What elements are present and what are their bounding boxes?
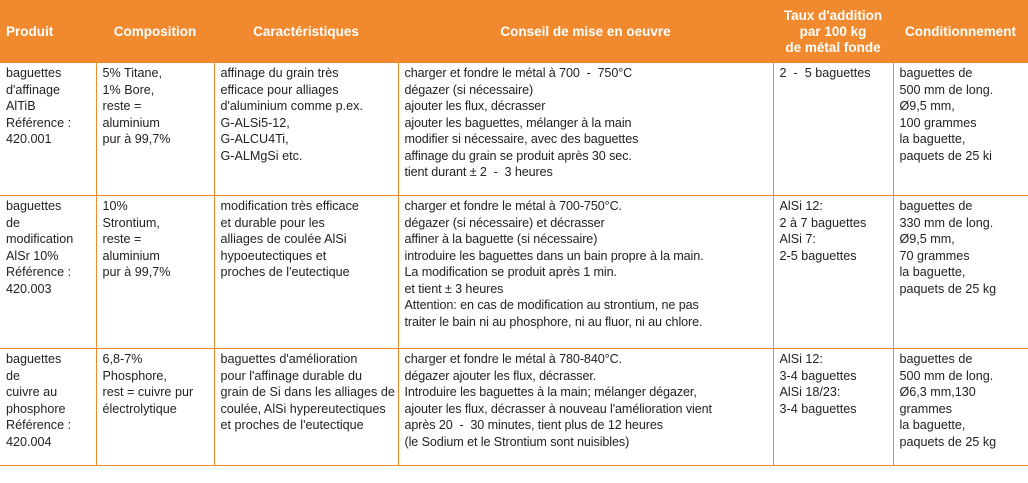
conditionnement-line: la baguette,	[899, 265, 966, 279]
taux-line: AlSi 18/23:	[779, 385, 841, 399]
conseil-line: introduire les baguettes dans un bain propre à la main.	[404, 248, 704, 263]
composition-line: 6,8-7%	[102, 352, 143, 366]
conditionnement-line: 500 mm de long.	[899, 368, 994, 383]
cell-caracteristiques	[214, 63, 398, 196]
header-produit: Produit	[0, 0, 96, 63]
produit-line: Référence :	[6, 265, 72, 279]
table-row	[0, 196, 1028, 349]
produit-line: baguettes	[6, 66, 62, 80]
taux-line: 2-5 baguettes	[779, 248, 857, 263]
conseil-line: dégazer (si nécessaire) et décrasser	[404, 215, 605, 230]
header-conseil: Conseil de mise en oeuvre	[398, 0, 773, 63]
caracteristiques-line: coulée, AlSi hypereutectiques	[220, 401, 386, 416]
composition-line: aluminium	[102, 115, 160, 130]
table-row	[0, 63, 1028, 196]
cell-produit	[0, 349, 96, 466]
caracteristiques-line: efficace pour alliages	[220, 82, 339, 97]
composition-line: 1% Bore,	[102, 82, 155, 97]
taux-line: 3-4 baguettes	[779, 401, 857, 416]
taux-line: AlSi 12:	[779, 352, 823, 366]
cell-conditionnement	[893, 63, 1028, 196]
conseil-line: Attention: en cas de modification au strontium, ne pas	[404, 298, 699, 312]
caracteristiques-line: baguettes d'amélioration	[220, 352, 358, 366]
produit-line: 420.004	[6, 434, 52, 449]
conseil-line: et tient ± 3 heures	[404, 281, 504, 296]
produit-line: modification	[6, 232, 74, 246]
produit-line: AlSr 10%	[6, 248, 59, 263]
caracteristiques-line: et proches de l'eutectique	[220, 418, 364, 432]
cell-conseil	[398, 63, 773, 196]
caracteristiques-line: G-ALSi5-12,	[220, 115, 290, 130]
composition-line: Phosphore,	[102, 368, 167, 383]
conseil-line: ajouter les flux, décrasser	[404, 99, 546, 113]
conseil-line: charger et fondre le métal à 780-840°C.	[404, 352, 622, 366]
taux-line: 2 - 5 baguettes	[779, 66, 871, 80]
produit-line: Référence :	[6, 115, 72, 130]
caracteristiques-line: hypoeutectiques et	[220, 248, 327, 263]
conditionnement-line: paquets de 25 kg	[899, 434, 997, 449]
caracteristiques-line: et durable pour les	[220, 215, 325, 230]
cell-produit	[0, 196, 96, 349]
conseil-line: Introduire les baguettes à la main; mélanger dégazer,	[404, 385, 697, 399]
header-taux-line: par 100 kg	[799, 23, 867, 39]
produit-line: Référence :	[6, 418, 72, 432]
conseil-line: après 20 - 30 minutes, tient plus de 12 heures	[404, 418, 663, 432]
composition-line: pur à 99,7%	[102, 132, 171, 146]
cell-conditionnement	[893, 349, 1028, 466]
caracteristiques-line: grain de Si dans les alliages de	[220, 385, 395, 399]
conditionnement-line: 70 grammes	[899, 248, 970, 263]
composition-line: reste =	[102, 232, 142, 246]
conditionnement-line: 100 grammes	[899, 115, 977, 130]
conseil-line: modifier si nécessaire, avec des baguettes	[404, 132, 639, 146]
conditionnement-line: baguettes de	[899, 66, 973, 80]
conditionnement-line: Ø9,5 mm,	[899, 232, 955, 246]
header-conditionnement: Conditionnement	[893, 0, 1028, 63]
cell-taux	[773, 349, 893, 466]
conseil-line: affinage du grain se produit après 30 sec.	[404, 148, 632, 163]
caracteristiques-line: modification très efficace	[220, 199, 359, 213]
cell-composition	[96, 63, 214, 196]
cell-produit	[0, 63, 96, 196]
composition-line: 10%	[102, 199, 128, 213]
produit-line: de	[6, 368, 21, 383]
cell-taux	[773, 196, 893, 349]
conseil-line: dégazer ajouter les flux, décrasser.	[404, 368, 597, 383]
conditionnement-line: 500 mm de long.	[899, 82, 994, 97]
cell-conseil	[398, 196, 773, 349]
cell-caracteristiques	[214, 196, 398, 349]
table-row	[0, 349, 1028, 466]
caracteristiques-line: alliages de coulée AlSi	[220, 232, 347, 246]
cell-composition	[96, 349, 214, 466]
taux-line: 3-4 baguettes	[779, 368, 857, 383]
cell-taux	[773, 63, 893, 196]
conditionnement-line: la baguette,	[899, 418, 966, 432]
composition-line: Strontium,	[102, 215, 160, 230]
produit-line: de	[6, 215, 21, 230]
conditionnement-line: grammes	[899, 401, 952, 416]
caracteristiques-line: d'aluminium comme p.ex.	[220, 99, 363, 113]
conditionnement-line: baguettes de	[899, 352, 973, 366]
conditionnement-line: Ø9,5 mm,	[899, 99, 955, 113]
conseil-line: dégazer (si nécessaire)	[404, 82, 534, 97]
caracteristiques-line: proches de l'eutectique	[220, 265, 350, 279]
conseil-line: charger et fondre le métal à 700-750°C.	[404, 199, 622, 213]
produit-line: AlTiB	[6, 99, 36, 113]
table-header-row	[0, 0, 1028, 63]
composition-line: pur à 99,7%	[102, 265, 171, 279]
caracteristiques-line: affinage du grain très	[220, 66, 339, 80]
taux-line: AlSi 7:	[779, 232, 816, 246]
header-taux	[773, 0, 893, 63]
conditionnement-line: baguettes de	[899, 199, 973, 213]
caracteristiques-line: G-ALCU4Ti,	[220, 132, 289, 146]
conditionnement-line: la baguette,	[899, 132, 966, 146]
produit-line: d'affinage	[6, 82, 60, 97]
caracteristiques-line: pour l'affinage durable du	[220, 368, 363, 383]
conseil-line: affiner à la baguette (si nécessaire)	[404, 232, 598, 246]
cell-composition	[96, 196, 214, 349]
conseil-line: ajouter les baguettes, mélanger à la main	[404, 115, 632, 130]
composition-line: rest = cuivre pur	[102, 385, 194, 399]
header-taux-line: de métal fonde	[785, 39, 881, 55]
cell-caracteristiques	[214, 349, 398, 466]
composition-line: électrolytique	[102, 401, 177, 416]
conditionnement-line: 330 mm de long.	[899, 215, 994, 230]
taux-line: 2 à 7 baguettes	[779, 215, 867, 230]
conseil-line: La modification se produit après 1 min.	[404, 265, 617, 279]
header-composition: Composition	[96, 0, 214, 63]
composition-line: 5% Titane,	[102, 66, 163, 80]
conditionnement-line: Ø6,3 mm,130	[899, 385, 976, 399]
composition-line: reste =	[102, 99, 142, 113]
produit-line: baguettes	[6, 352, 62, 366]
conseil-line: tient durant ± 2 - 3 heures	[404, 165, 553, 179]
composition-line: aluminium	[102, 248, 160, 263]
caracteristiques-line: G-ALMgSi etc.	[220, 148, 303, 163]
conseil-line: charger et fondre le métal à 700 - 750°C	[404, 66, 633, 80]
taux-line: AlSi 12:	[779, 199, 823, 213]
conditionnement-line: paquets de 25 ki	[899, 148, 992, 163]
produit-line: cuivre au	[6, 385, 58, 399]
header-taux-line: Taux d'addition	[783, 7, 883, 23]
cell-conditionnement	[893, 196, 1028, 349]
conseil-line: (le Sodium et le Strontium sont nuisibles)	[404, 434, 630, 449]
header-caracteristiques: Caractéristiques	[214, 0, 398, 63]
produit-line: 420.001	[6, 132, 52, 146]
conseil-line: ajouter les flux, décrasser à nouveau l'amélioration vient	[404, 401, 712, 416]
conditionnement-line: paquets de 25 kg	[899, 281, 997, 296]
produit-line: phosphore	[6, 401, 66, 416]
cell-conseil	[398, 349, 773, 466]
produit-line: baguettes	[6, 199, 62, 213]
produit-line: 420.003	[6, 281, 52, 296]
conseil-line: traiter le bain ni au phosphore, ni au fluor, ni au chlore.	[404, 314, 703, 329]
